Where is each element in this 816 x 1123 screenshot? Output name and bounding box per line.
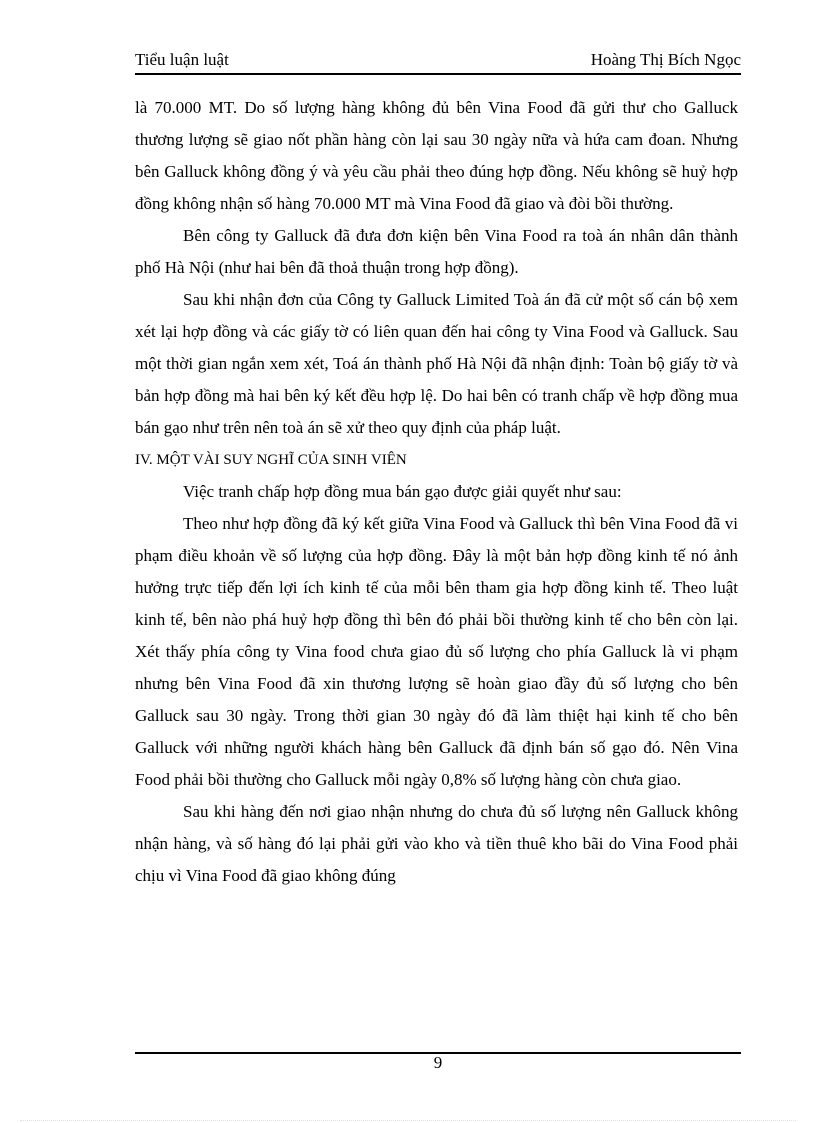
page-header (135, 50, 741, 72)
header-author: Hoàng Thị Bích Ngọc (590, 50, 741, 69)
header-title: Tiểu luận luật (135, 50, 229, 69)
page-number: 9 (433, 1053, 443, 1072)
header-rule (135, 73, 741, 75)
paragraph: Bên công ty Galluck đã đưa đơn kiện bên Vina Food ra toà án nhân dân thành phố Hà Nội (như hai bên đã thoả thuận trong hợp đồng). (135, 226, 738, 277)
paragraph: Việc tranh chấp hợp đồng mua bán gạo được giải quyết như sau: (183, 482, 622, 501)
paragraph: Sau khi nhận đơn của Công ty Galluck Limited Toà án đã cử một số cán bộ xem xét lại hợp đồng và các giấy tờ có liên quan đến hai công ty Vina Food và Galluck. Sau một thời gian ngắn xem xét, Toá án thành phố Hà Nội đã nhận định: Toàn bộ giấy tờ và bản hợp đồng mà hai bên ký kết đều hợp lệ. Do hai bên có tranh chấp về hợp đồng mua bán gạo như trên nên toà án sẽ xử theo quy định của pháp luật. (135, 290, 738, 437)
paragraph: Theo như hợp đồng đã ký kết giữa Vina Food và Galluck thì bên Vina Food đã vi phạm điều khoản về số lượng của hợp đồng. Đây là một bản hợp đồng kinh tế nó ảnh hưởng trực tiếp đến lợi ích kinh tế của mỗi bên tham gia hợp đồng kinh tế. Theo luật kinh tế, bên nào phá huỷ hợp đồng thì bên đó phải bồi thường kinh tế cho bên còn lại. Xét thấy phía công ty Vina food chưa giao đủ số lượng cho phía Galluck là vi phạm nhưng bên Vina Food đã xin thương lượng sẽ hoàn giao đầy đủ số lượng cho bên Galluck sau 30 ngày. Trong thời gian 30 ngày đó đã làm thiệt hại kinh tế cho bên Galluck với những người khách hàng bên Galluck đã định bán số gạo đó. Nên Vina Food phải bồi thường cho Galluck mỗi ngày 0,8% số lượng hàng còn chưa giao. (135, 514, 738, 789)
page-body (135, 92, 738, 892)
section-heading: IV. MỘT VÀI SUY NGHĨ CỦA SINH VIÊN (135, 452, 407, 468)
paragraph: Sau khi hàng đến nơi giao nhận nhưng do chưa đủ số lượng nên Galluck không nhận hàng, và số hàng đó lại phải gửi vào kho và tiền thuê kho bãi do Vina Food phải chịu vì Vina Food đã giao không đúng (135, 802, 738, 885)
paragraph-continuation: là 70.000 MT. Do số lượng hàng không đủ bên Vina Food đã gửi thư cho Galluck thương lượng sẽ giao nốt phần hàng còn lại sau 30 ngày nữa và hứa cam đoan. Nhưng bên Galluck không đồng ý và yêu cầu phải theo đúng hợp đồng. Nếu không sẽ huỷ hợp đồng không nhận số hàng 70.000 MT mà Vina Food đã giao và đòi bồi thường. (135, 98, 738, 213)
page-edge-dots (20, 1120, 796, 1121)
